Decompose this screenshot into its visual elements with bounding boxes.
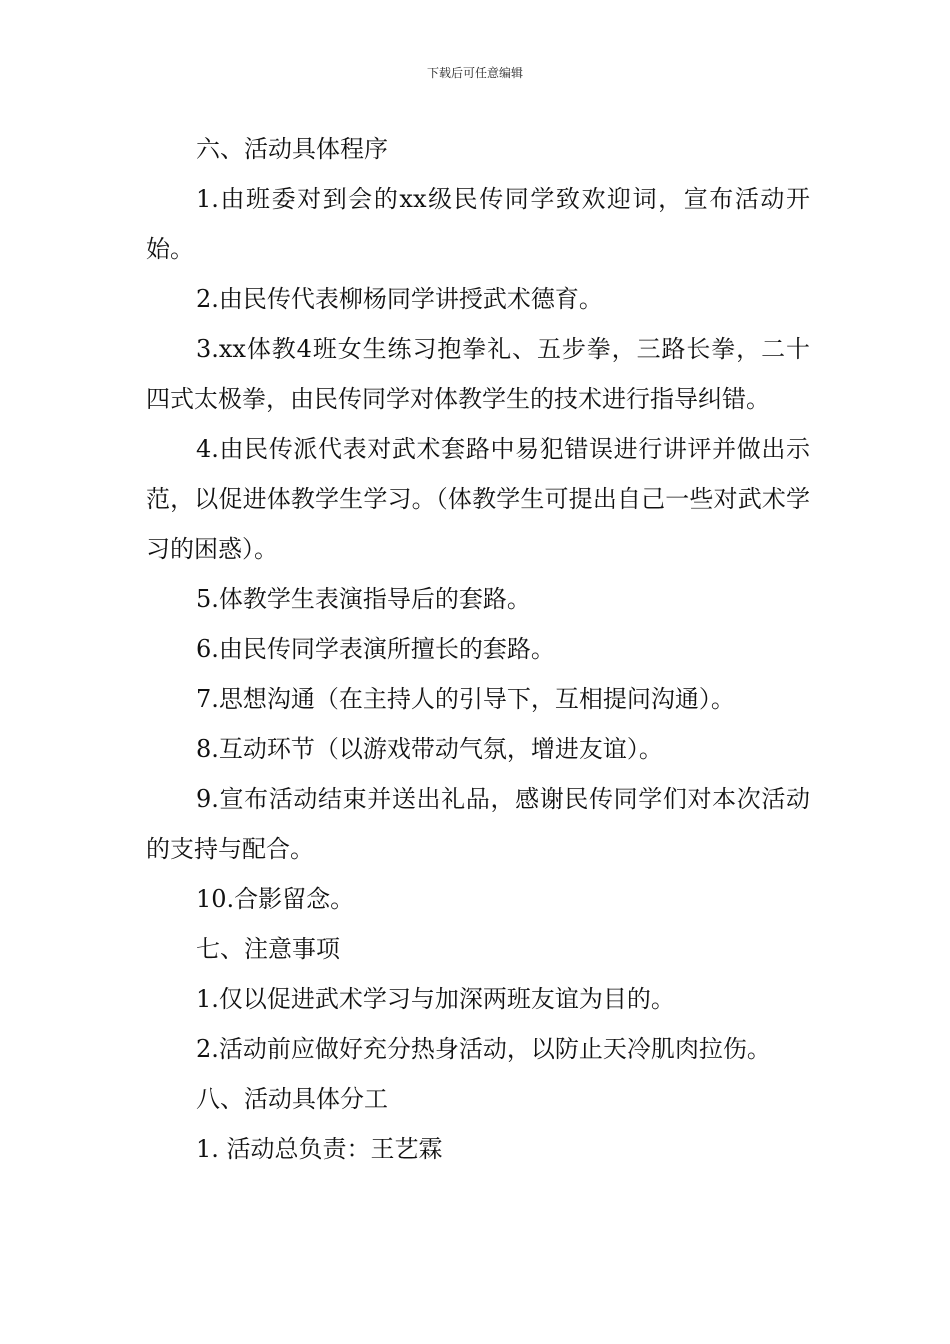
paragraph: 1.由班委对到会的xx级民传同学致欢迎词，宣布活动开始。 xyxy=(146,185,810,263)
paragraph: 3.xx体教4班女生练习抱拳礼、五步拳，三路长拳，二十四式太极拳，由民传同学对体教学生的技术进行指导纠错。 xyxy=(146,335,810,413)
paragraph: 8.互动环节（以游戏带动气氛，增进友谊）。 xyxy=(196,735,663,763)
paragraph: 2.由民传代表柳杨同学讲授武术德育。 xyxy=(196,285,603,313)
page-header-note: 下载后可任意编辑 xyxy=(426,66,523,80)
document-body xyxy=(146,124,810,1174)
paragraph: 6.由民传同学表演所擅长的套路。 xyxy=(196,635,555,663)
paragraph: 1. 活动总负责：王艺霖 xyxy=(196,1135,443,1163)
paragraph: 7.思想沟通（在主持人的引导下，互相提问沟通）。 xyxy=(196,685,735,713)
paragraph: 10.合影留念。 xyxy=(196,885,355,913)
section-heading: 七、注意事项 xyxy=(196,935,340,963)
paragraph: 5.体教学生表演指导后的套路。 xyxy=(196,585,531,613)
paragraph: 1.仅以促进武术学习与加深两班友谊为目的。 xyxy=(196,985,675,1013)
paragraph: 2.活动前应做好充分热身活动，以防止天冷肌肉拉伤。 xyxy=(196,1035,771,1063)
paragraph: 9.宣布活动结束并送出礼品，感谢民传同学们对本次活动的支持与配合。 xyxy=(146,785,810,863)
paragraph: 4.由民传派代表对武术套路中易犯错误进行讲评并做出示范，以促进体教学生学习。（体教学生可提出自己一些对武术学习的困惑）。 xyxy=(146,435,810,563)
section-heading: 六、活动具体程序 xyxy=(196,135,388,163)
section-heading: 八、活动具体分工 xyxy=(196,1085,388,1113)
